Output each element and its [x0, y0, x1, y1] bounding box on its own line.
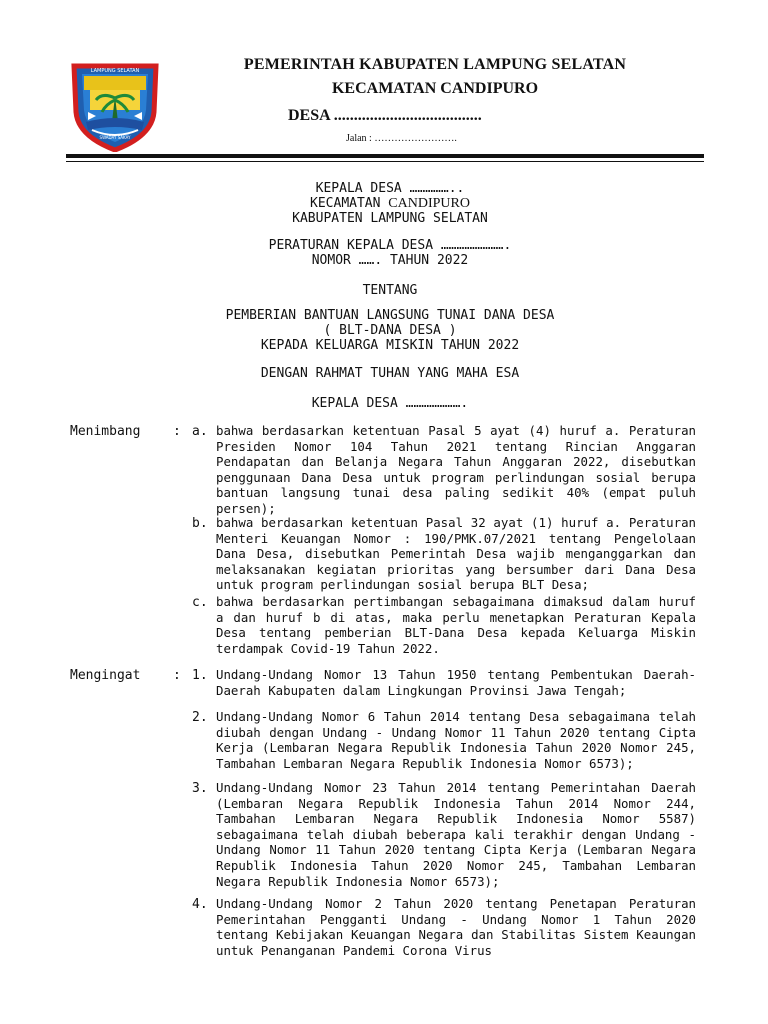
- subject-line-3: KEPADA KELUARGA MISKIN TAHUN 2022: [260, 338, 520, 353]
- considering-mark-a: a.: [192, 424, 208, 439]
- regulation-number: NOMOR ……. TAHUN 2022: [311, 253, 469, 268]
- letterhead-address: Jalan : …………………….: [346, 133, 457, 144]
- recalling-item-3: Undang-Undang Nomor 23 Tahun 2014 tentang Pemerintahan Daerah (Lembaran Negara Republik Indonesia Tahun 2014 Nomor 244, Tambahan Lembaran Negara Republik Indonesia Nomor 5587) sebagaimana telah diubah beberapa kali terakhir dengan Undang - Undang Nomor 11 Tahun 2020 tentang Cipta Kerja (Lembaran Negara Republik Indonesia Tahun 2020 Nomor 245, Tambahan Lembaran Negara Republik Indonesia Nomor 6573);: [216, 780, 696, 889]
- district-name: CANDIPURO: [388, 196, 470, 211]
- recalling-item-2: Undang-Undang Nomor 6 Tahun 2014 tentang Desa sebagaimana telah diubah dengan Undang - Undang Nomor 11 Tahun 2020 tentang Cipta Kerja (Lembaran Negara Republik Indonesia Tahun 2020 Nomor 245, Tambahan Lembaran Negara Republik Indonesia Nomor 6573);: [216, 709, 696, 771]
- recalling-mark-1: 1.: [192, 668, 208, 683]
- regency-emblem-logo: [66, 60, 164, 152]
- recalling-mark-2: 2.: [192, 710, 208, 725]
- considering-item-c: bahwa berdasarkan pertimbangan sebagaimana dimaksud dalam huruf a dan huruf b di atas, maka perlu menetapkan Peraturan Kepala Desa tentang pemberian BLT-Dana Desa kepada Keluarga Miskin terdampak Covid-19 Tahun 2022.: [216, 594, 696, 656]
- district-prefix: KECAMATAN: [310, 196, 389, 211]
- recalling-mark-3: 3.: [192, 781, 208, 796]
- subject-line-2: ( BLT-DANA DESA ): [323, 323, 457, 338]
- letterhead-divider-thin: [66, 161, 704, 162]
- village-head-signatory: KEPALA DESA ………………….: [311, 396, 469, 411]
- regulation-title: PERATURAN KEPALA DESA …………………….: [268, 238, 512, 253]
- considering-item-b: bahwa berdasarkan ketentuan Pasal 32 ayat (1) huruf a. Peraturan Menteri Keuangan Nomor : 190/PMK.07/2021 tentang Pengelolaan Dana Desa, disebutkan Pemerintah Desa wajib menganggarkan dan melaksanakan kegiatan prioritas yang bersumber dari Dana Desa untuk program perlindungan sosial berupa BLT Desa;: [216, 515, 696, 592]
- considering-mark-b: b.: [192, 516, 208, 531]
- recalling-item-4: Undang-Undang Nomor 2 Tahun 2020 tentang Penetapan Peraturan Pemerintahan Pengganti Undang - Undang Nomor 1 Tahun 2020 tentang Kebijakan Keuangan Negara dan Stabilitas Sistem Keaungan untuk Penanganan Pandemi Corona Virus: [216, 896, 696, 958]
- letterhead-divider-thick: [66, 154, 704, 158]
- considering-mark-c: c.: [192, 595, 208, 610]
- considering-colon: :: [173, 424, 181, 439]
- logo-bottom-text: SWADAY SAKAY: [99, 135, 131, 140]
- letterhead-government: PEMERINTAH KABUPATEN LAMPUNG SELATAN: [243, 56, 627, 73]
- logo-top-text: LAMPUNG SELATAN: [90, 68, 140, 74]
- considering-label: Menimbang: [70, 424, 141, 439]
- recalling-label: Mengingat: [70, 668, 141, 683]
- village-head-title: KEPALA DESA ……………..: [315, 181, 465, 196]
- recalling-item-1: Undang-Undang Nomor 13 Tahun 1950 tentang Pembentukan Daerah-Daerah Kabupaten dalam Lingkungan Provinsi Jawa Tengah;: [216, 667, 696, 698]
- considering-item-a: bahwa berdasarkan ketentuan Pasal 5 ayat (4) huruf a. Peraturan Presiden Nomor 104 Tahun 2021 tentang Rincian Anggaran Pendapatan dan Belanja Negara Tahun Anggaran 2022, disebutkan penggunaan Dana Desa untuk program perlindungan sosial berupa bantuan langsung tunai desa paling sedikit 40% (empat puluh persen);: [216, 423, 696, 516]
- subject-line-1: PEMBERIAN BANTUAN LANGSUNG TUNAI DANA DESA: [225, 308, 555, 323]
- regency-title: KABUPATEN LAMPUNG SELATAN: [292, 211, 488, 226]
- letterhead-village: DESA .....................................: [288, 107, 482, 124]
- letterhead-district: KECAMATAN CANDIPURO: [331, 80, 539, 97]
- blessing-line: DENGAN RAHMAT TUHAN YANG MAHA ESA: [260, 366, 520, 381]
- about-heading: TENTANG: [362, 283, 418, 298]
- recalling-mark-4: 4.: [192, 897, 208, 912]
- district-title: [120, 196, 660, 212]
- recalling-colon: :: [173, 668, 181, 683]
